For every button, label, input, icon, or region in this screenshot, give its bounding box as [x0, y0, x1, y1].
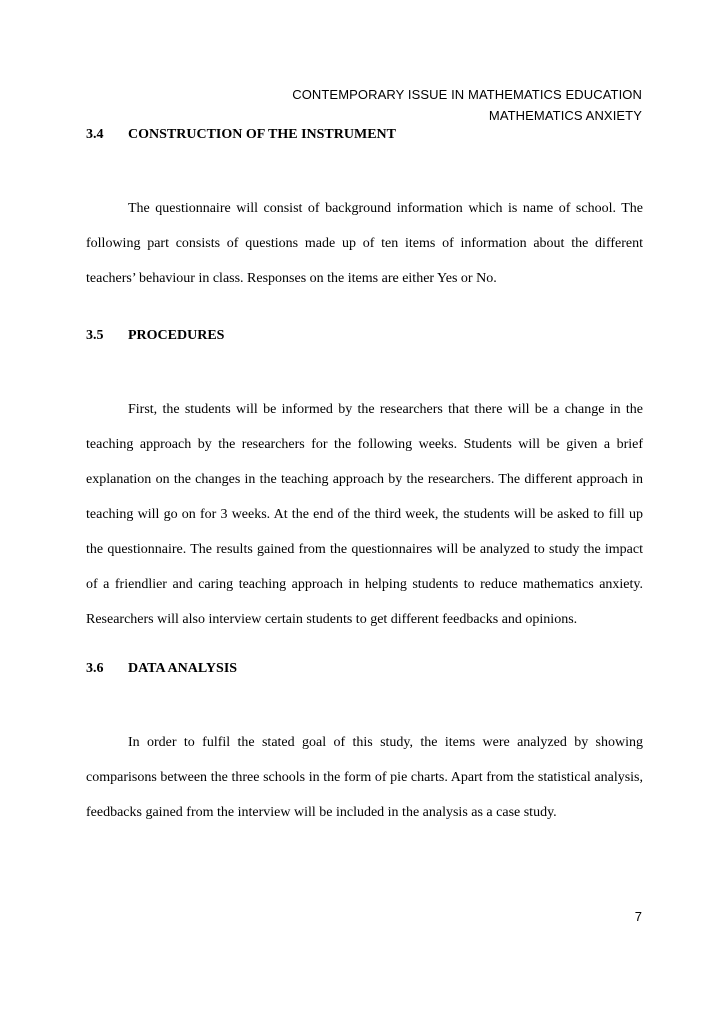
section-paragraph: The questionnaire will consist of background information which is name of school. The following part consists of questions made up of ten items of information about the different teachers’ behaviour in class. Responses on the items are either Yes or No. [86, 201, 643, 286]
header-line-2: MATHEMATICS ANXIETY [488, 108, 642, 123]
section-3-5 [86, 326, 643, 637]
section-number: 3.6 [86, 661, 104, 676]
section-heading [86, 659, 643, 679]
running-header [292, 84, 642, 126]
section-title: PROCEDURES [128, 328, 225, 343]
section-3-4 [86, 125, 643, 296]
header-line-1: CONTEMPORARY ISSUE IN MATHEMATICS EDUCATION [292, 87, 642, 102]
page-number: 7 [634, 909, 642, 924]
section-title: DATA ANALYSIS [128, 661, 238, 676]
section-number: 3.4 [86, 127, 104, 142]
section-paragraph: In order to fulfil the stated goal of this study, the items were analyzed by showing comparisons between the three schools in the form of pie charts. Apart from the statistical analysis, feedbacks gained from the interview will be included in the analysis as a case study. [86, 735, 643, 820]
section-number: 3.5 [86, 328, 104, 343]
section-heading [86, 326, 643, 346]
section-3-6 [86, 659, 643, 830]
section-heading [86, 125, 643, 145]
section-paragraph: First, the students will be informed by the researchers that there will be a change in the teaching approach by the researchers for the following weeks. Students will be given a brief explanation on the changes in the teaching approach by the researchers. The different approach in teaching will go on for 3 weeks. At the end of the third week, the students will be asked to fill up the questionnaire. The results gained from the questionnaires will be analyzed to study the impact of a friendlier and caring teaching approach in helping students to reduce mathematics anxiety. Researchers will also interview certain students to get different feedbacks and opinions. [86, 402, 643, 627]
section-title: CONSTRUCTION OF THE INSTRUMENT [128, 127, 396, 142]
